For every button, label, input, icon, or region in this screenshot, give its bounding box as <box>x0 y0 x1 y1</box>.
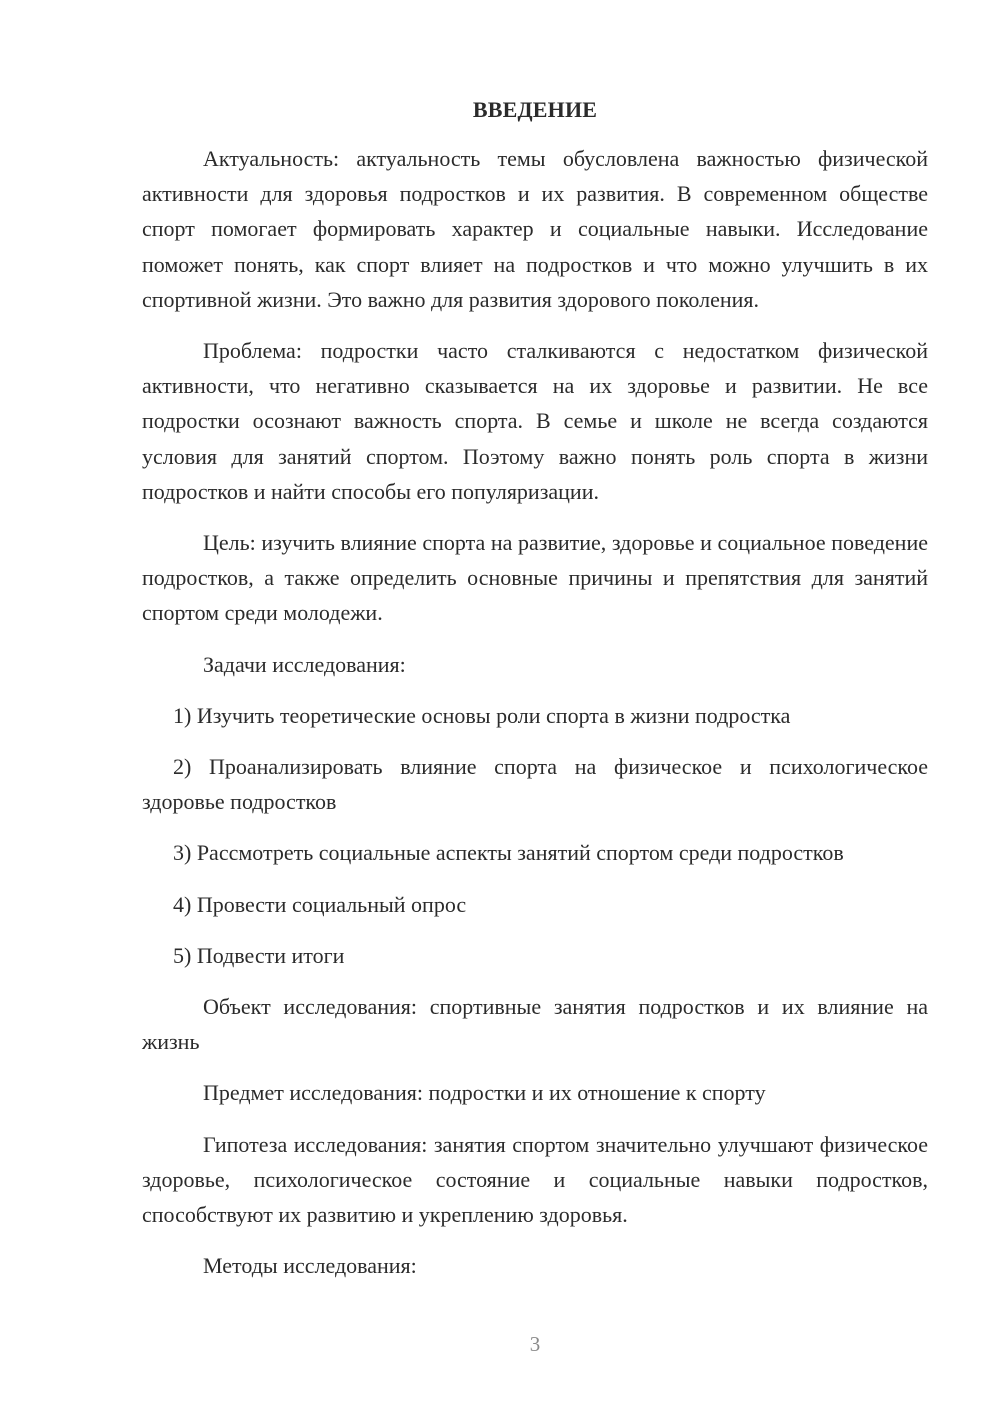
document-page <box>142 92 928 1299</box>
task-item-3: 3) Рассмотреть социальные аспекты занятий спортом среди подростков <box>173 840 844 866</box>
relevance-paragraph: Актуальность: актуальность темы обусловлена важностью физической активности для здоровья подростков и их развития. В современном обществе спорт помогает формировать характер и социальные навыки. Исследование поможет понять, как спорт влияет на подростков и что можно улучшить в их спортивной жизни. Это важно для развития здорового поколения. <box>142 146 928 312</box>
page-title: ВВЕДЕНИЕ <box>472 97 598 122</box>
task-item-4: 4) Провести социальный опрос <box>173 891 467 917</box>
task-item-2: 2) Проанализировать влияние спорта на физическое и психологическое здоровье подростков <box>142 754 928 815</box>
subject-paragraph: Предмет исследования: подростки и их отношение к спорту <box>203 1080 766 1106</box>
goal-paragraph: Цель: изучить влияние спорта на развитие, здоровье и социальное поведение подростков, а также определить основные причины и препятствия для занятий спортом среди молодежи. <box>142 530 928 626</box>
tasks-heading: Задачи исследования: <box>203 651 406 677</box>
tasks-list <box>142 698 928 973</box>
page-number: 3 <box>529 1332 541 1356</box>
methods-heading: Методы исследования: <box>203 1253 417 1279</box>
task-item-1: 1) Изучить теоретические основы роли спорта в жизни подростка <box>173 702 791 728</box>
hypothesis-paragraph: Гипотеза исследования: занятия спортом значительно улучшают физическое здоровье, психологическое состояние и социальные навыки подростков, способствуют их развитию и укреплению здоровья. <box>142 1131 928 1228</box>
task-item-5: 5) Подвести итоги <box>173 942 345 968</box>
problem-paragraph: Проблема: подростки часто сталкиваются с недостатком физической активности, что негативно сказывается на их здоровье и развитии. Не все подростки осознают важность спорта. В семье и школе не всегда создаются условия для занятий спортом. Поэтому важно понять роль спорта в жизни подростков и найти способы его популяризации. <box>142 338 928 504</box>
object-paragraph: Объект исследования: спортивные занятия подростков и их влияние на жизнь <box>142 994 928 1055</box>
